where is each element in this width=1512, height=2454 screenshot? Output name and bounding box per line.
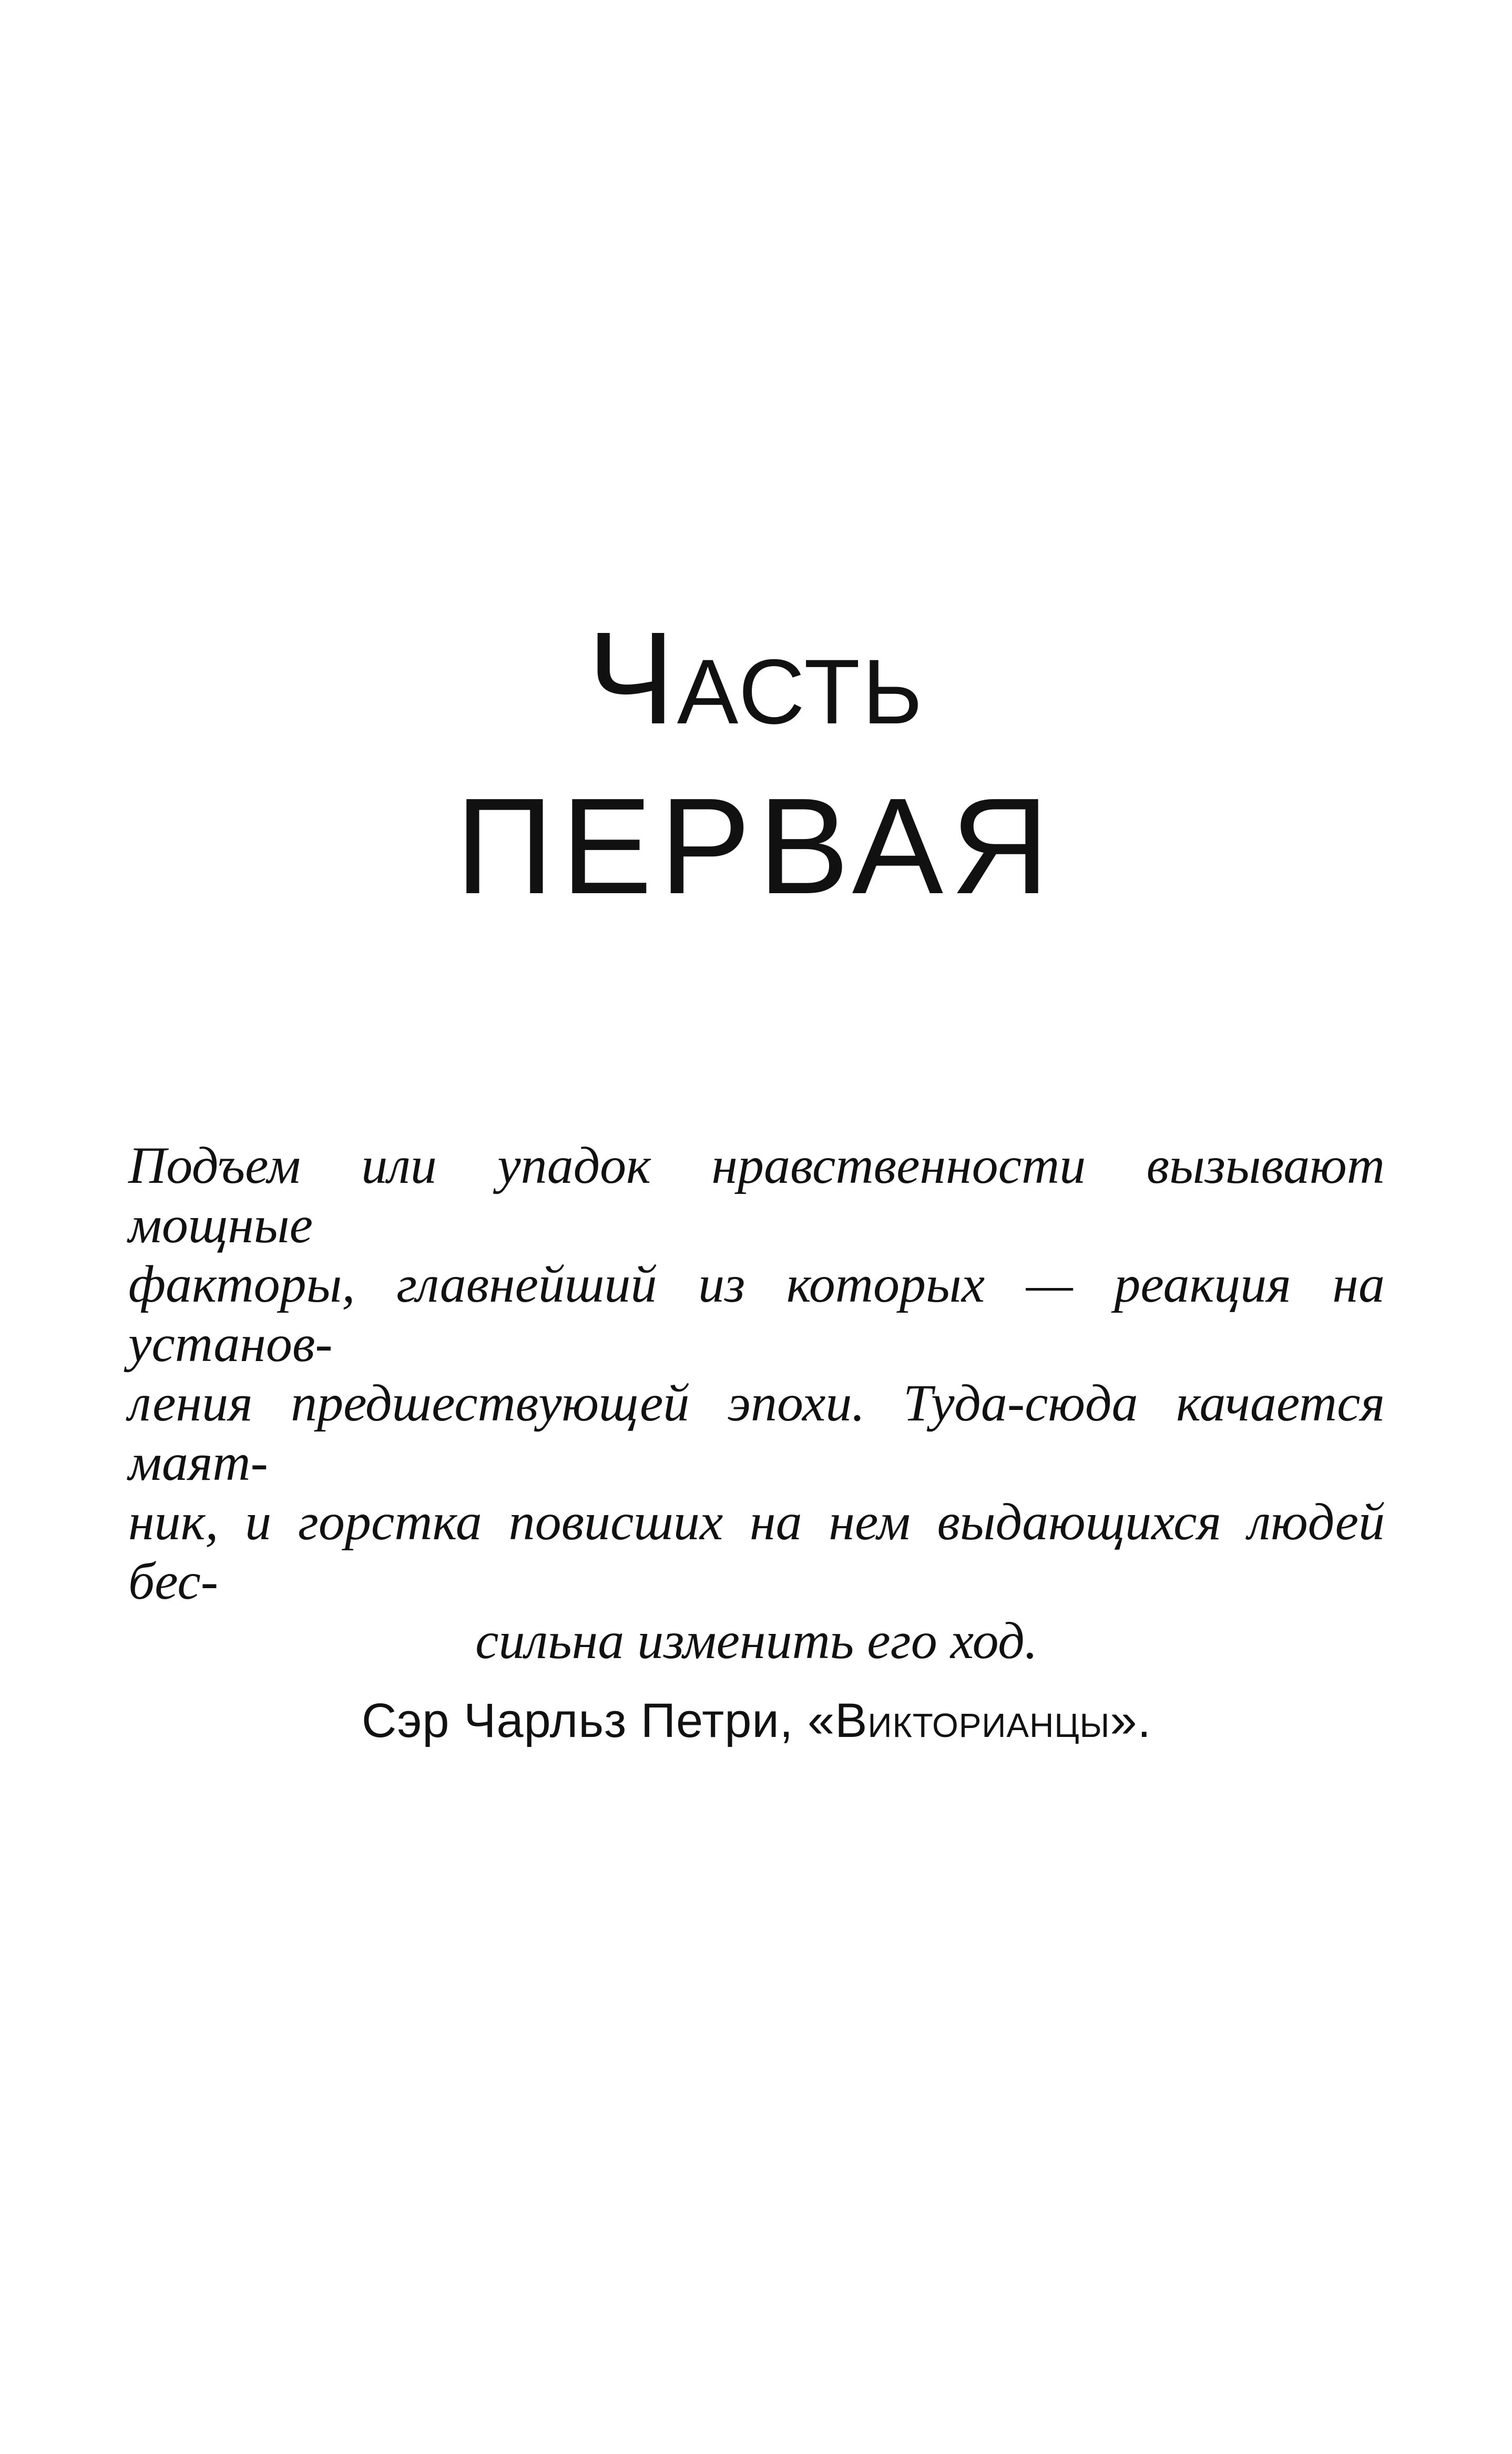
epigraph-line: Подъем или упадок нравственности вызывают мощные xyxy=(128,1136,1385,1254)
attribution-author: Сэр Чарльз Петри, xyxy=(361,1694,794,1747)
part-title xyxy=(0,599,1512,936)
part-title-line1: Часть xyxy=(587,605,925,751)
epigraph-line: факторы, главнейший из которых — реакция на установ- xyxy=(128,1255,1385,1373)
epigraph-line: ления предшествующей эпохи. Туда-сюда качается маят- xyxy=(128,1374,1385,1491)
epigraph xyxy=(128,1136,1385,1752)
attribution-work: «Викторианцы». xyxy=(807,1694,1152,1747)
epigraph-line: ник, и горстка повисших на нем выдающихся людей бес- xyxy=(128,1492,1385,1610)
epigraph-line: сильна изменить его ход. xyxy=(475,1611,1038,1670)
part-title-line2: ПЕРВАЯ xyxy=(455,770,1057,923)
epigraph-text xyxy=(128,1136,1385,1670)
epigraph-attribution xyxy=(128,1689,1385,1752)
